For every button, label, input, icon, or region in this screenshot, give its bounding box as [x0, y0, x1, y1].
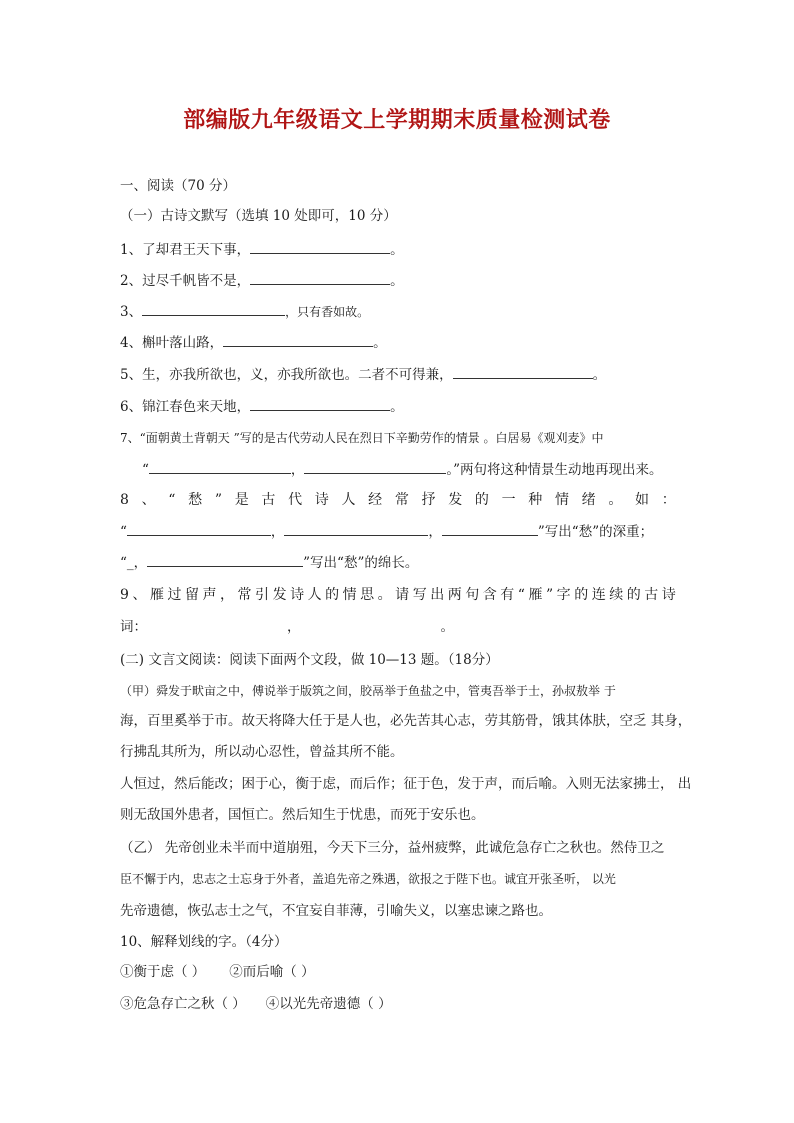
passage-jia-line-5: 则无敌国外患者，国恒亡。然后知生于忧患，而死于安乐也。 [120, 807, 485, 823]
passage-yi-line-2: 臣不懈于内，忠志之士忘身于外者，盖追先帝之殊遇，欲报之于陛下也。诚宜开张圣听， 以光 [120, 872, 616, 886]
question-6-prompt: 6、锦江春色来天地， [120, 399, 251, 415]
prompt-char: “ [168, 492, 176, 508]
answer-blank[interactable] [142, 301, 285, 316]
prompt-char: 续 [609, 587, 624, 603]
prompt-char: ” [545, 587, 554, 603]
prompt-char: 情 [342, 587, 357, 603]
prompt-char: 句 [465, 587, 480, 603]
question-8-prompt [120, 490, 676, 510]
answer-blank[interactable] [147, 552, 303, 567]
passage-jia-line-4: 人恒过，然后能改；困于心，衡于虑，而后作；征于色，发于声，而后喻。入则无法家拂士， 出 [120, 776, 692, 792]
prompt-char: 声 [202, 587, 217, 603]
prompt-char: 人 [307, 587, 322, 603]
question-2-end: 。 [390, 273, 404, 289]
prompt-char: 。 [377, 587, 392, 603]
prompt-char: 代 [288, 492, 303, 508]
prompt-char: 诗 [314, 492, 329, 508]
answer-blank[interactable] [301, 617, 441, 631]
question-8-answer-line-2 [120, 552, 418, 573]
question-8-comma-1: ， [270, 524, 285, 540]
question-2 [120, 270, 404, 291]
passage-jia-line-2: 海，百里奚举于市。故天将降大任于是人也，必先苦其心志，劳其筋骨，饿其体肤，空乏 其身， [120, 713, 692, 729]
question-8-comma-2: ， [428, 524, 442, 540]
question-7-answer-line [142, 459, 663, 480]
prompt-char: 两 [447, 587, 462, 603]
prompt-char: 人 [341, 492, 356, 508]
prompt-char: 抒 [421, 492, 436, 508]
answer-blank[interactable] [250, 239, 390, 254]
prompt-char: 情 [554, 492, 569, 508]
prompt-char: 的 [626, 587, 641, 603]
question-5-end: 。 [592, 367, 607, 383]
prompt-char: 发 [272, 587, 287, 603]
question-7-open-quote: “ [142, 462, 149, 478]
prompt-char: 过 [167, 587, 182, 603]
answer-blank[interactable] [223, 332, 373, 347]
prompt-char: 雁 [149, 587, 164, 603]
prompt-char: 是 [234, 492, 249, 508]
question-10-row-2 [120, 994, 392, 1014]
prompt-char: 出 [430, 587, 445, 603]
page-title: 部编版九年级语文上学期期末质量检测试卷 [183, 108, 611, 133]
prompt-char: 8 [120, 492, 129, 508]
prompt-char: 字 [556, 587, 571, 603]
prompt-char: 一 [501, 492, 516, 508]
question-7-comma: ， [290, 462, 305, 478]
prompt-char: 雁 [528, 587, 543, 603]
prompt-char: ” [214, 492, 223, 508]
prompt-char: 发 [448, 492, 463, 508]
question-10-item-1: ①衡于虑（ ） [120, 964, 206, 980]
question-8-open-quote: “ [120, 524, 127, 540]
question-6 [120, 396, 404, 417]
prompt-char: “ [517, 587, 525, 603]
question-8-line-2-start: “_， [120, 555, 148, 571]
prompt-char: 的 [325, 587, 340, 603]
subsection-heading-poetry: （一）古诗文默写（选填 10 处即可，10 分） [120, 208, 397, 224]
prompt-char: 如 [635, 492, 650, 508]
question-9-comma: ， [287, 619, 301, 635]
question-10-item-3: ③危急存亡之秋（ ） [120, 996, 246, 1012]
question-1-end: 。 [390, 242, 404, 258]
prompt-char: 种 [528, 492, 543, 508]
prompt-char: 的 [474, 492, 489, 508]
question-8-answer-line-1 [120, 521, 653, 542]
passage-jia-line-3: 行拂乱其所为，所以动心忍性，曾益其所不能。 [120, 744, 404, 760]
question-3 [120, 301, 369, 322]
answer-blank[interactable] [453, 364, 593, 379]
prompt-char: 、 [141, 492, 156, 508]
question-2-prompt: 2、过尽千帆皆不是， [120, 273, 251, 289]
question-6-end: 。 [390, 399, 404, 415]
prompt-char: 诗 [290, 587, 305, 603]
subsection-heading-classical: (二) 文言文阅读：阅读下面两个文段，做 10—13 题。（18分） [120, 652, 499, 668]
question-8-line-1-end: ”写出“愁”的深重； [537, 524, 654, 540]
prompt-char: 含 [482, 587, 497, 603]
prompt-char: 有 [500, 587, 515, 603]
prompt-char: 常 [237, 587, 252, 603]
question-3-prompt: 3、 [120, 304, 143, 320]
prompt-char: ， [220, 587, 235, 603]
passage-yi-line-1: （乙） 先帝创业未半而中道崩殂，今天下三分，益州疲弊，此诚危急存亡之秋也。然侍卫之 [120, 840, 665, 856]
prompt-char: 诗 [661, 587, 676, 603]
answer-blank[interactable] [284, 521, 428, 536]
question-10-prompt: 10、解释划线的字。（4分） [120, 934, 288, 950]
question-10-item-2: ②而后喻（ ） [229, 964, 315, 980]
prompt-char: 写 [412, 587, 427, 603]
question-5-prompt: 5、生，亦我所欲也，义，亦我所欲也。二者不可得兼， [120, 367, 453, 383]
prompt-char: 。 [608, 492, 623, 508]
question-7-prompt: 7、“面朝黄土背朝天 ”写的是古代劳动人民在烈日下辛勤劳作的情景 。白居易《观刈麦》中 [120, 431, 604, 445]
question-1 [120, 239, 404, 260]
prompt-char: 愁 [188, 492, 203, 508]
question-10-item-4: ④以光先帝遗德（ ） [265, 996, 392, 1012]
question-8-line-2-end: ”写出“愁”的绵长。 [303, 555, 419, 571]
prompt-char: 思 [360, 587, 375, 603]
question-5 [120, 364, 606, 385]
prompt-char: ： [661, 492, 676, 508]
prompt-char: 的 [574, 587, 589, 603]
question-1-prompt: 1、了却君王天下事， [120, 242, 251, 258]
question-9-end: 。 [440, 619, 454, 635]
question-9-prompt [120, 585, 676, 605]
prompt-char: 9 [120, 587, 129, 603]
question-4-prompt: 4、槲叶落山路， [120, 335, 224, 351]
answer-blank[interactable] [149, 459, 291, 474]
answer-blank[interactable] [127, 521, 271, 536]
question-7-end: 。”两句将这种情景生动地再现出来。 [446, 462, 663, 478]
answer-blank[interactable] [250, 270, 390, 285]
prompt-char: 请 [395, 587, 410, 603]
prompt-char: 、 [132, 587, 147, 603]
prompt-char: 常 [394, 492, 409, 508]
question-9-answer-line [120, 617, 454, 637]
prompt-char: 经 [368, 492, 383, 508]
answer-blank[interactable] [147, 617, 287, 631]
prompt-char: 留 [184, 587, 199, 603]
question-4 [120, 332, 387, 353]
passage-jia-line-1: （甲）舜发于畎亩之中，傅说举于版筑之间，胶鬲举于鱼盐之中，管夷吾举于士，孙叔敖举 于 [120, 684, 616, 698]
section-heading-reading: 一、阅读（70 分） [120, 178, 236, 194]
prompt-char: 引 [255, 587, 270, 603]
prompt-char: 绪 [581, 492, 596, 508]
answer-blank[interactable] [304, 459, 446, 474]
answer-blank[interactable] [442, 521, 538, 536]
question-9-label: 词： [120, 619, 147, 635]
question-10-row-1 [120, 962, 315, 982]
prompt-char: 古 [261, 492, 276, 508]
prompt-char: 古 [644, 587, 659, 603]
question-4-end: 。 [373, 335, 387, 351]
passage-yi-line-3: 先帝遗德，恢弘志士之气，不宜妄自菲薄，引喻失义，以塞忠谏之路也。 [120, 903, 552, 919]
question-3-end: ，只有香如故。 [285, 305, 370, 319]
prompt-char: 连 [591, 587, 606, 603]
answer-blank[interactable] [250, 396, 390, 411]
